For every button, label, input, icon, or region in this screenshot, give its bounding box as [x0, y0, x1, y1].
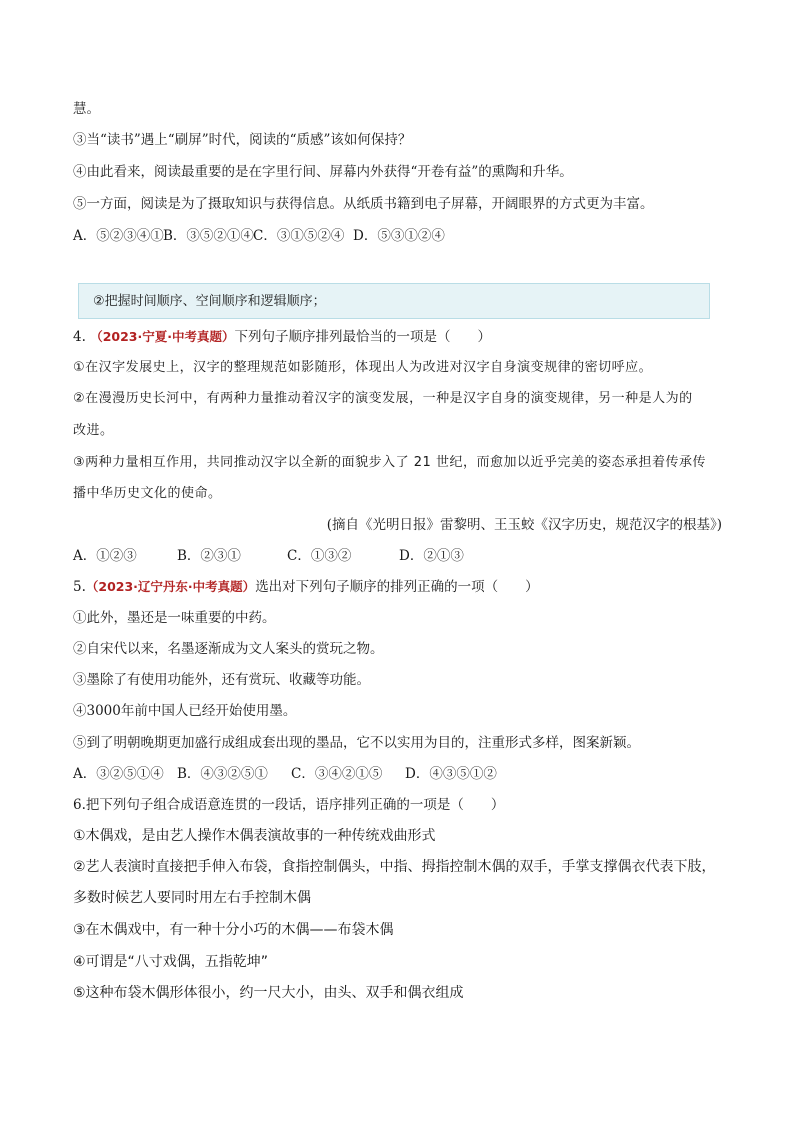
q3-sentence-5: ⑤一方面，阅读是为了摄取知识与获得信息。从纸质书籍到电子屏幕，开阔眼界的方式更为丰富。	[73, 196, 654, 212]
q6-sentence-2a: ②艺人表演时直接把手伸入布袋，食指控制偶头，中指、拇指控制木偶的双手，手掌支撑偶衣代表下肢，	[73, 859, 716, 875]
q6-sentence-5: ⑤这种布袋木偶形体很小，约一尺大小，由头、双手和偶衣组成	[73, 985, 464, 1001]
q5-option-d[interactable]: D．④③⑤①②	[405, 766, 497, 782]
q5-sentence-1: ①此外，墨还是一味重要的中药。	[73, 610, 276, 626]
q3-options	[73, 226, 734, 246]
q6-sentence-1: ①木偶戏，是由艺人操作木偶表演故事的一种传统戏曲形式	[73, 828, 436, 844]
q5-header	[73, 577, 734, 597]
q4-source-tag: （2023·宁夏·中考真题）	[90, 329, 235, 344]
q5-sentence-5: ⑤到了明朝晚期更加盛行成组成套出现的墨品，它不以实用为目的，注重形式多样，图案新颖。	[73, 735, 640, 751]
q6-sentence-4: ④可谓是“八寸戏偶，五指乾坤”	[73, 954, 269, 970]
tip-box-text: ②把握时间顺序、空间顺序和逻辑顺序；	[93, 294, 326, 309]
q3-sentence-3: ③当“读书”遇上“刷屏”时代，阅读的“质感”该如何保持？	[73, 132, 412, 148]
q4-option-d[interactable]: D．②①③	[399, 548, 464, 564]
q5-option-c[interactable]: C．③④②①⑤	[291, 766, 383, 782]
q4-sentence-1: ①在汉字发展史上，汉字的整理规范如影随形，体现出人为改进对汉字自身演变规律的密切呼应。	[73, 360, 653, 375]
q4-source: (摘自《光明日报》雷黎明、王玉蛟《汉字历史，规范汉字的根基》)	[326, 517, 722, 533]
q4-option-c[interactable]: C．①③②	[287, 548, 352, 564]
q3-option-d[interactable]: D．⑤③①②④	[353, 228, 445, 244]
q5-sentence-3: ③墨除了有使用功能外，还有赏玩、收藏等功能。	[73, 672, 370, 688]
q5-options	[73, 764, 734, 784]
q4-sentence-2b: 改进。	[73, 423, 114, 438]
q3-option-b[interactable]: B．③⑤②①④	[163, 228, 254, 244]
q5-option-b[interactable]: B．④③②⑤①	[177, 766, 268, 782]
q6-sentence-3: ③在木偶戏中，有一种十分小巧的木偶——布袋木偶	[73, 922, 394, 938]
q5-sentence-4: ④3000年前中国人已经开始使用墨。	[73, 703, 297, 719]
q4-sentence-3b: 播中华历史文化的使命。	[73, 486, 222, 501]
q6-sentence-2b: 多数时候艺人要同时用左右手控制木偶	[73, 890, 311, 906]
tip-box	[78, 283, 710, 319]
q5-option-a[interactable]: A．③②⑤①④	[73, 766, 164, 782]
q3-fragment: 慧。	[73, 101, 100, 117]
q4-number: 4.	[73, 329, 86, 345]
q5-number: 5.	[73, 579, 86, 595]
q3-sentence-4: ④由此看来，阅读最重要的是在字里行间、屏幕内外获得“开卷有益”的熏陶和升华。	[73, 164, 573, 180]
q4-option-b[interactable]: B．②③①	[177, 548, 241, 564]
q5-source-tag: （2023·辽宁丹东·中考真题）	[85, 579, 256, 594]
q4-option-a[interactable]: A．①②③	[73, 548, 137, 564]
q4-sentence-3a: ③两种力量相互作用，共同推动汉字以全新的面貌步入了 21 世纪，而愈加以近乎完美的姿态承担着传承传	[73, 455, 706, 470]
q3-option-a[interactable]: A．⑤②③④①	[73, 228, 164, 244]
q4-options	[73, 546, 734, 566]
q4-stem: 下列句子顺序排列最恰当的一项是（ ）	[234, 329, 491, 345]
q3-option-c[interactable]: C．③①⑤②④	[253, 228, 345, 244]
q5-stem: 选出对下列句子顺序的排列正确的一项（ ）	[255, 579, 539, 595]
q6-stem: 6.把下列句子组合成语意连贯的一段话，语序排列正确的一项是（ ）	[73, 797, 505, 813]
q5-sentence-2: ②自宋代以来，名墨逐渐成为文人案头的赏玩之物。	[73, 641, 384, 657]
q4-sentence-2a: ②在漫漫历史长河中，有两种力量推动着汉字的演变发展，一种是汉字自身的演变规律，另一种是人为的	[73, 391, 693, 406]
q4-header	[73, 327, 734, 347]
